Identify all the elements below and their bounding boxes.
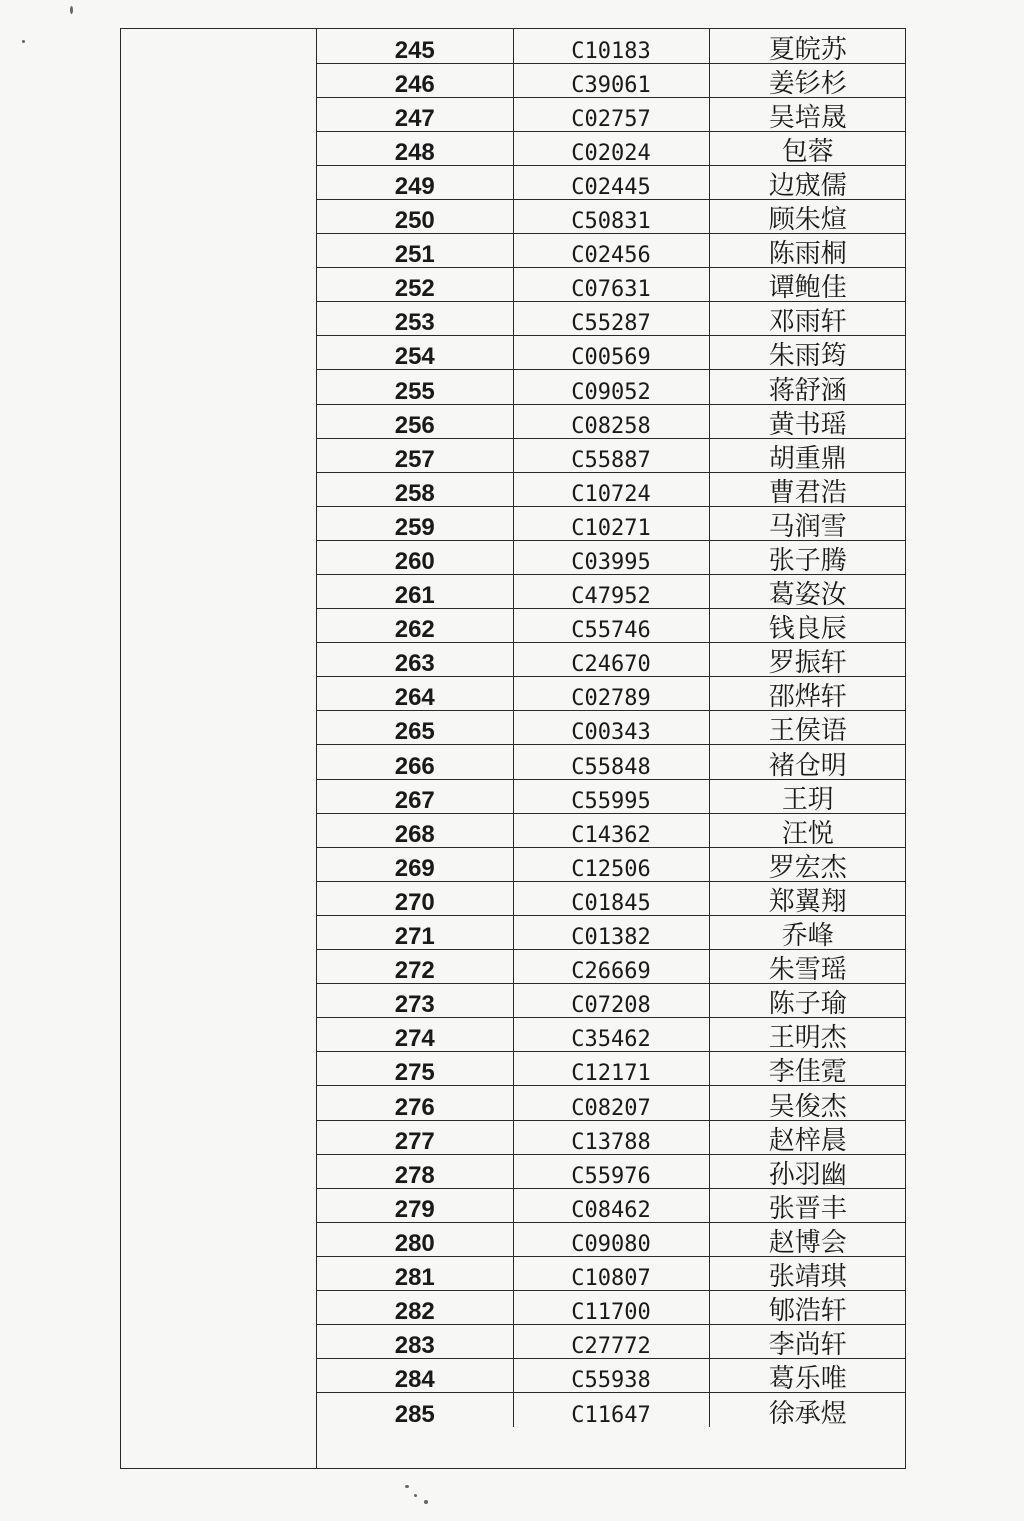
- table-row: [317, 506, 906, 540]
- student-id-cell: C01845: [513, 881, 709, 915]
- serial-number-cell: 259: [317, 506, 513, 540]
- student-id-cell: C09052: [513, 370, 709, 404]
- student-id-cell: C02456: [513, 234, 709, 268]
- student-id-cell: C55938: [513, 1359, 709, 1393]
- serial-number-cell: 270: [317, 881, 513, 915]
- student-name-cell: 罗宏杰: [709, 847, 906, 881]
- table-row: [317, 540, 906, 574]
- student-id-cell: C02445: [513, 165, 709, 199]
- table-row: [317, 1325, 906, 1359]
- serial-number-cell: 285: [317, 1393, 513, 1427]
- table-row: [317, 745, 906, 779]
- table-row: [317, 1256, 906, 1290]
- table-row: [317, 336, 906, 370]
- student-id-cell: C02024: [513, 131, 709, 165]
- table-row: [317, 29, 906, 63]
- student-id-cell: C07208: [513, 984, 709, 1018]
- student-id-cell: C02757: [513, 97, 709, 131]
- student-id-cell: C39061: [513, 63, 709, 97]
- student-name-cell: 边宬儒: [709, 165, 906, 199]
- roster-table-body: [317, 29, 906, 1427]
- student-id-cell: C26669: [513, 950, 709, 984]
- student-id-cell: C08207: [513, 1086, 709, 1120]
- table-row: [317, 234, 906, 268]
- student-id-cell: C55995: [513, 779, 709, 813]
- serial-number-cell: 252: [317, 268, 513, 302]
- student-name-cell: 王侯语: [709, 711, 906, 745]
- student-id-cell: C00343: [513, 711, 709, 745]
- table-row: [317, 609, 906, 643]
- student-name-cell: 吴培晟: [709, 97, 906, 131]
- student-id-cell: C11700: [513, 1290, 709, 1324]
- serial-number-cell: 282: [317, 1290, 513, 1324]
- student-name-cell: 罗振轩: [709, 643, 906, 677]
- table-row: [317, 1018, 906, 1052]
- table-row: [317, 711, 906, 745]
- student-id-cell: C08258: [513, 404, 709, 438]
- serial-number-cell: 257: [317, 438, 513, 472]
- table-row: [317, 472, 906, 506]
- student-name-cell: 葛乐唯: [709, 1359, 906, 1393]
- serial-number-cell: 272: [317, 950, 513, 984]
- student-id-cell: C50831: [513, 199, 709, 233]
- student-name-cell: 孙羽幽: [709, 1154, 906, 1188]
- student-name-cell: 马润雪: [709, 506, 906, 540]
- student-name-cell: 褚仓明: [709, 745, 906, 779]
- serial-number-cell: 264: [317, 677, 513, 711]
- student-id-cell: C10183: [513, 29, 709, 63]
- table-row: [317, 779, 906, 813]
- student-id-cell: C08462: [513, 1188, 709, 1222]
- scan-speck: [405, 1485, 409, 1488]
- serial-number-cell: 260: [317, 540, 513, 574]
- student-name-cell: 赵梓晨: [709, 1120, 906, 1154]
- serial-number-cell: 277: [317, 1120, 513, 1154]
- table-row: [317, 1188, 906, 1222]
- student-name-cell: 王明杰: [709, 1018, 906, 1052]
- student-name-cell: 邓雨轩: [709, 302, 906, 336]
- serial-number-cell: 284: [317, 1359, 513, 1393]
- table-row: [317, 268, 906, 302]
- table-row: [317, 404, 906, 438]
- student-id-cell: C10807: [513, 1256, 709, 1290]
- table-row: [317, 302, 906, 336]
- serial-number-cell: 250: [317, 199, 513, 233]
- table-row: [317, 677, 906, 711]
- student-name-cell: 钱良辰: [709, 609, 906, 643]
- serial-number-cell: 275: [317, 1052, 513, 1086]
- student-id-cell: C35462: [513, 1018, 709, 1052]
- student-name-cell: 王玥: [709, 779, 906, 813]
- table-row: [317, 199, 906, 233]
- serial-number-cell: 247: [317, 97, 513, 131]
- student-name-cell: 汪悦: [709, 813, 906, 847]
- student-name-cell: 谭鲍佳: [709, 268, 906, 302]
- student-id-cell: C14362: [513, 813, 709, 847]
- student-id-cell: C13788: [513, 1120, 709, 1154]
- serial-number-cell: 280: [317, 1222, 513, 1256]
- serial-number-cell: 283: [317, 1325, 513, 1359]
- student-id-cell: C55287: [513, 302, 709, 336]
- student-id-cell: C01382: [513, 915, 709, 949]
- table-row: [317, 1359, 906, 1393]
- table-row: [317, 881, 906, 915]
- table-row: [317, 1222, 906, 1256]
- student-id-cell: C55746: [513, 609, 709, 643]
- student-name-cell: 曹君浩: [709, 472, 906, 506]
- table-row: [317, 813, 906, 847]
- student-name-cell: 邵烨轩: [709, 677, 906, 711]
- serial-number-cell: 278: [317, 1154, 513, 1188]
- serial-number-cell: 279: [317, 1188, 513, 1222]
- student-name-cell: 张靖琪: [709, 1256, 906, 1290]
- serial-number-cell: 276: [317, 1086, 513, 1120]
- student-id-cell: C12506: [513, 847, 709, 881]
- student-id-cell: C11647: [513, 1393, 709, 1427]
- table-row: [317, 950, 906, 984]
- student-id-cell: C24670: [513, 643, 709, 677]
- student-id-cell: C00569: [513, 336, 709, 370]
- table-row: [317, 1154, 906, 1188]
- table-row: [317, 575, 906, 609]
- serial-number-cell: 281: [317, 1256, 513, 1290]
- student-name-cell: 郇浩轩: [709, 1290, 906, 1324]
- student-name-cell: 姜钐杉: [709, 63, 906, 97]
- table-row: [317, 643, 906, 677]
- table-row: [317, 370, 906, 404]
- student-name-cell: 朱雪瑶: [709, 950, 906, 984]
- student-name-cell: 李佳霓: [709, 1052, 906, 1086]
- scan-speck: [70, 6, 73, 14]
- student-name-cell: 李尚轩: [709, 1325, 906, 1359]
- serial-number-cell: 271: [317, 915, 513, 949]
- serial-number-cell: 269: [317, 847, 513, 881]
- student-name-cell: 朱雨筠: [709, 336, 906, 370]
- student-name-cell: 赵博会: [709, 1222, 906, 1256]
- serial-number-cell: 268: [317, 813, 513, 847]
- table-row: [317, 1290, 906, 1324]
- student-id-cell: C10724: [513, 472, 709, 506]
- roster-table: [317, 29, 906, 1427]
- student-name-cell: 陈子瑜: [709, 984, 906, 1018]
- student-id-cell: C55976: [513, 1154, 709, 1188]
- student-name-cell: 徐承煜: [768, 1398, 847, 1429]
- table-row: [317, 847, 906, 881]
- scan-speck: [424, 1500, 428, 1504]
- serial-number-cell: 249: [317, 165, 513, 199]
- table-row: [317, 438, 906, 472]
- student-name-cell: 陈雨桐: [709, 234, 906, 268]
- table-row: [317, 165, 906, 199]
- student-name-cell: 包蓉: [709, 131, 906, 165]
- roster-sheet: [120, 28, 906, 1469]
- student-id-cell: C10271: [513, 506, 709, 540]
- student-id-cell: C27772: [513, 1325, 709, 1359]
- student-name-cell: 葛姿汝: [709, 575, 906, 609]
- table-row: [317, 1086, 906, 1120]
- merged-category-cell: [121, 29, 317, 1468]
- serial-number-cell: 251: [317, 234, 513, 268]
- student-id-cell: C55848: [513, 745, 709, 779]
- serial-number-cell: 261: [317, 575, 513, 609]
- serial-number-cell: 254: [317, 336, 513, 370]
- serial-number-cell: 258: [317, 472, 513, 506]
- serial-number-cell: 262: [317, 609, 513, 643]
- scan-speck: [414, 1494, 417, 1497]
- student-name-cell: 黄书瑶: [709, 404, 906, 438]
- table-row: [317, 1120, 906, 1154]
- student-id-cell: C07631: [513, 268, 709, 302]
- serial-number-cell: 274: [317, 1018, 513, 1052]
- table-row: [317, 131, 906, 165]
- serial-number-cell: 248: [317, 131, 513, 165]
- serial-number-cell: 273: [317, 984, 513, 1018]
- student-name-cell: 郑翼翔: [709, 881, 906, 915]
- table-row: [317, 1052, 906, 1086]
- student-name-cell: 张晋丰: [709, 1188, 906, 1222]
- student-name-cell: 乔峰: [709, 915, 906, 949]
- student-name-cell: 张子腾: [709, 540, 906, 574]
- student-id-cell: C03995: [513, 540, 709, 574]
- serial-number-cell: 256: [317, 404, 513, 438]
- student-id-cell: C02789: [513, 677, 709, 711]
- student-name-cell: 胡重鼎: [709, 438, 906, 472]
- student-name-cell: 夏皖苏: [709, 29, 906, 63]
- student-name-cell: 吴俊杰: [709, 1086, 906, 1120]
- scan-speck: [22, 40, 25, 43]
- serial-number-cell: 265: [317, 711, 513, 745]
- table-row: [317, 915, 906, 949]
- table-row: [317, 63, 906, 97]
- student-id-cell: C55887: [513, 438, 709, 472]
- table-row: [317, 1393, 906, 1427]
- serial-number-cell: 253: [317, 302, 513, 336]
- table-row: [317, 984, 906, 1018]
- serial-number-cell: 263: [317, 643, 513, 677]
- student-name-cell: 蒋舒涵: [709, 370, 906, 404]
- serial-number-cell: 267: [317, 779, 513, 813]
- student-name-cell: 顾朱煊: [709, 199, 906, 233]
- serial-number-cell: 246: [317, 63, 513, 97]
- table-row: [317, 97, 906, 131]
- student-id-cell: C47952: [513, 575, 709, 609]
- student-id-cell: C12171: [513, 1052, 709, 1086]
- serial-number-cell: 245: [317, 29, 513, 63]
- serial-number-cell: 255: [317, 370, 513, 404]
- student-id-cell: C09080: [513, 1222, 709, 1256]
- serial-number-cell: 266: [317, 745, 513, 779]
